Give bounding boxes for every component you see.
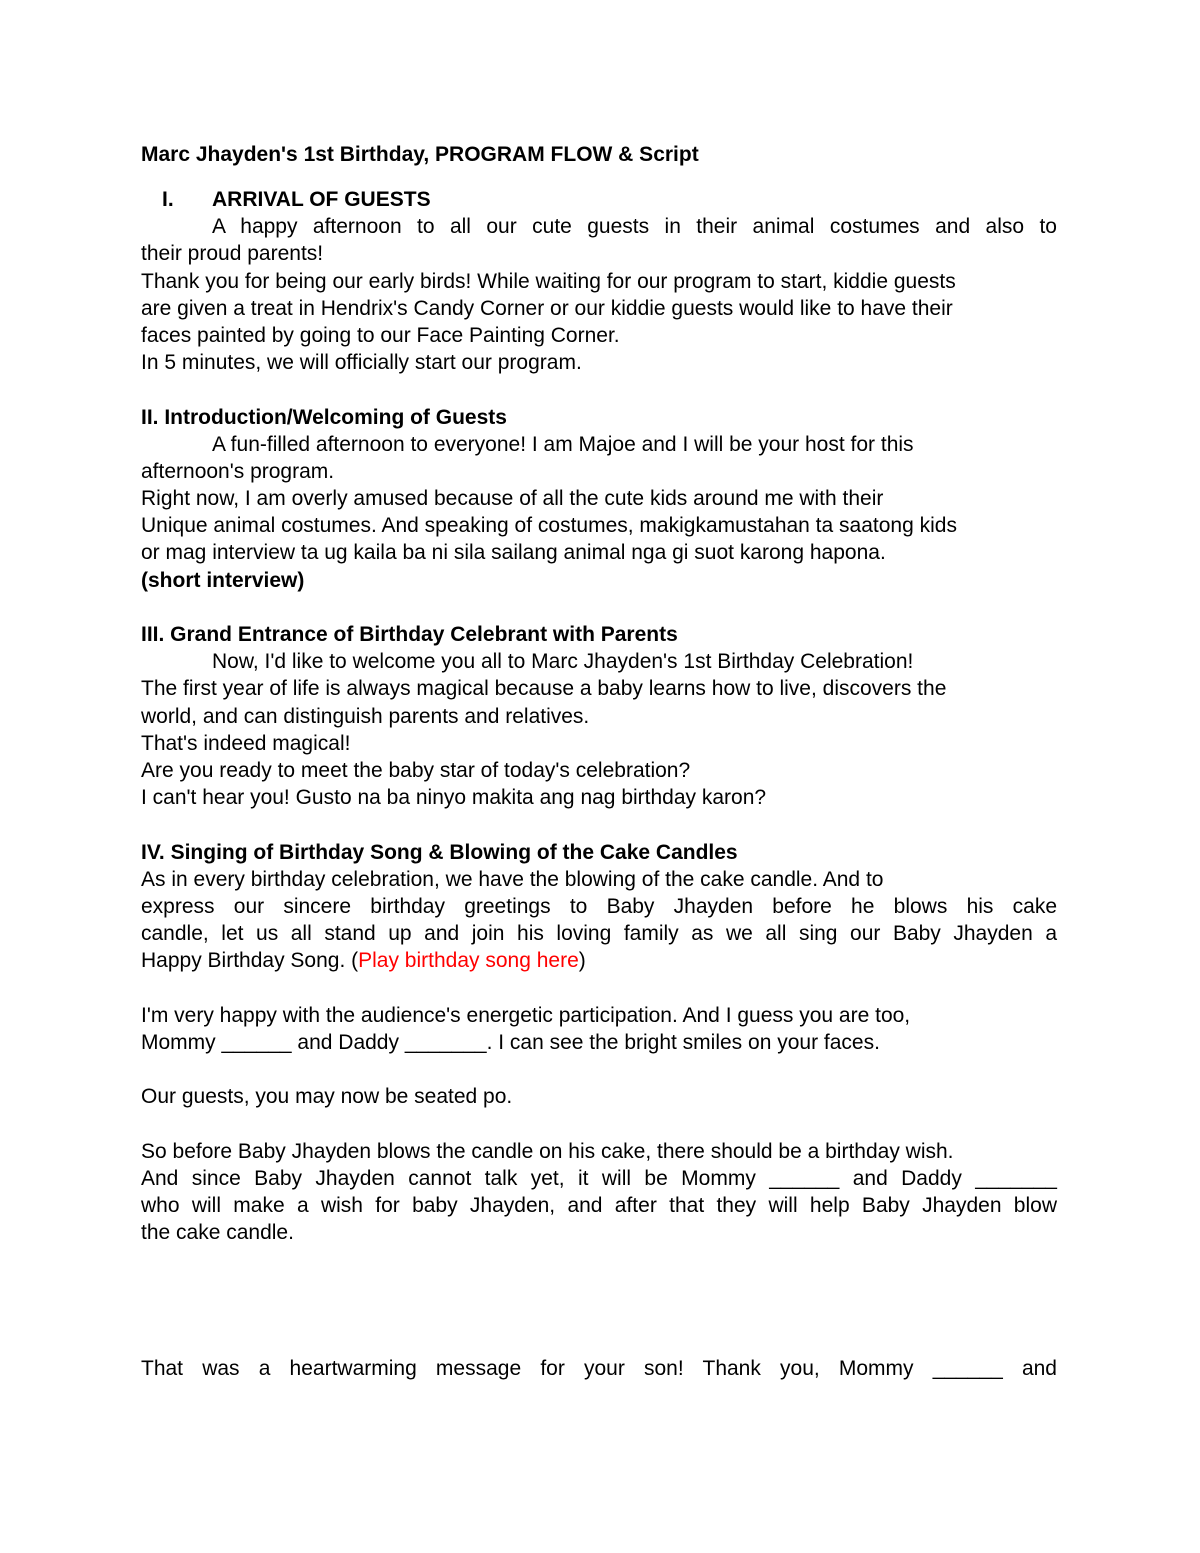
- section-4-line-1: As in every birthday celebration, we have the blowing of the cake candle. And to: [141, 867, 884, 891]
- document-body: [141, 140, 1057, 1382]
- section-4-p3-line-1: Our guests, you may now be seated po.: [141, 1085, 513, 1109]
- spacer: [141, 1328, 1057, 1355]
- spacer: [141, 376, 1057, 403]
- spacer: [141, 974, 1057, 1001]
- section-4-p2-line-2: Mommy ______ and Daddy _______. I can see the bright smiles on your faces.: [141, 1030, 880, 1054]
- section-1-line-5: faces painted by going to our Face Painting Corner.: [141, 323, 620, 347]
- section-4-p4-line-3: who will make a wish for baby Jhayden, and after that they will help Baby Jhayden blow: [141, 1193, 1057, 1217]
- section-2-line-2: afternoon's program.: [141, 459, 335, 483]
- section-1-line-2: their proud parents!: [141, 242, 324, 266]
- section-3-line-6: I can't hear you! Gusto na ba ninyo makita ang nag birthday karon?: [141, 786, 767, 810]
- section-3-line-5: Are you ready to meet the baby star of today's celebration?: [141, 758, 691, 782]
- section-2-line-5: or mag interview ta ug kaila ba ni sila sailang animal nga gi suot karong hapona.: [141, 541, 886, 565]
- section-4-p2-line-1: I'm very happy with the audience's energetic participation. And I guess you are too,: [141, 1003, 911, 1027]
- section-1-heading: [141, 186, 1057, 213]
- section-1-line-3: Thank you for being our early birds! While waiting for our program to start, kiddie guests: [141, 269, 956, 293]
- section-2-line-1: A fun-filled afternoon to everyone! I am Majoe and I will be your host for this: [212, 432, 914, 456]
- section-3-line-3: world, and can distinguish parents and relatives.: [141, 704, 590, 728]
- spacer: [141, 1056, 1057, 1083]
- section-2-line-3: Right now, I am overly amused because of all the cute kids around me with their: [141, 487, 884, 511]
- section-1-line-1: A happy afternoon to all our cute guests in their animal costumes and also to: [212, 215, 1057, 239]
- spacer: [141, 1301, 1057, 1328]
- section-2-stage-note: (short interview): [141, 568, 305, 592]
- section-3-line-4: That's indeed magical!: [141, 731, 351, 755]
- spacer: [141, 1274, 1057, 1301]
- section-3-heading: III. Grand Entrance of Birthday Celebrant with Parents: [141, 623, 678, 646]
- section-4-p4-line-4: the cake candle.: [141, 1221, 294, 1245]
- section-3-line-2: The first year of life is always magical because a baby learns how to live, discovers the: [141, 677, 947, 701]
- section-4-p4-line-2: And since Baby Jhayden cannot talk yet, it will be Mommy ______ and Daddy _______: [141, 1166, 1057, 1190]
- section-2-heading: II. Introduction/Welcoming of Guests: [141, 405, 507, 429]
- section-4-line-4: [141, 947, 1057, 974]
- document-title: Marc Jhayden's 1st Birthday, PROGRAM FLOW & Script: [141, 143, 699, 166]
- section-1-line-6: In 5 minutes, we will officially start our program.: [141, 351, 582, 375]
- cue-play-song: Play birthday song here: [358, 949, 579, 973]
- section-4-heading: IV. Singing of Birthday Song & Blowing of the Cake Candles: [141, 840, 738, 864]
- spacer: [141, 811, 1057, 838]
- section-2-line-4: Unique animal costumes. And speaking of costumes, makigkamustahan ta saatong kids: [141, 514, 957, 538]
- section-4-line-2: express our sincere birthday greetings to Baby Jhayden before he blows his cake: [141, 894, 1057, 918]
- spacer: [141, 594, 1057, 621]
- section-4-line-4-text: Happy Birthday Song. (: [141, 949, 359, 973]
- section-4-p5-line-1: That was a heartwarming message for your son! Thank you, Mommy ______ and: [141, 1357, 1057, 1381]
- section-1-title: ARRIVAL OF GUESTS: [212, 188, 431, 211]
- section-1-number: I.: [162, 188, 174, 211]
- section-4-line-4-close: ): [578, 949, 586, 973]
- section-4-p4-line-1: So before Baby Jhayden blows the candle on his cake, there should be a birthday wish.: [141, 1139, 954, 1163]
- spacer: [141, 1246, 1057, 1273]
- section-4-line-3: candle, let us all stand up and join his loving family as we all sing our Baby Jhayden a: [141, 922, 1057, 946]
- section-3-line-1: Now, I'd like to welcome you all to Marc Jhayden's 1st Birthday Celebration!: [212, 650, 914, 674]
- spacer: [141, 1110, 1057, 1137]
- section-1-line-4: are given a treat in Hendrix's Candy Corner or our kiddie guests would like to have their: [141, 296, 953, 320]
